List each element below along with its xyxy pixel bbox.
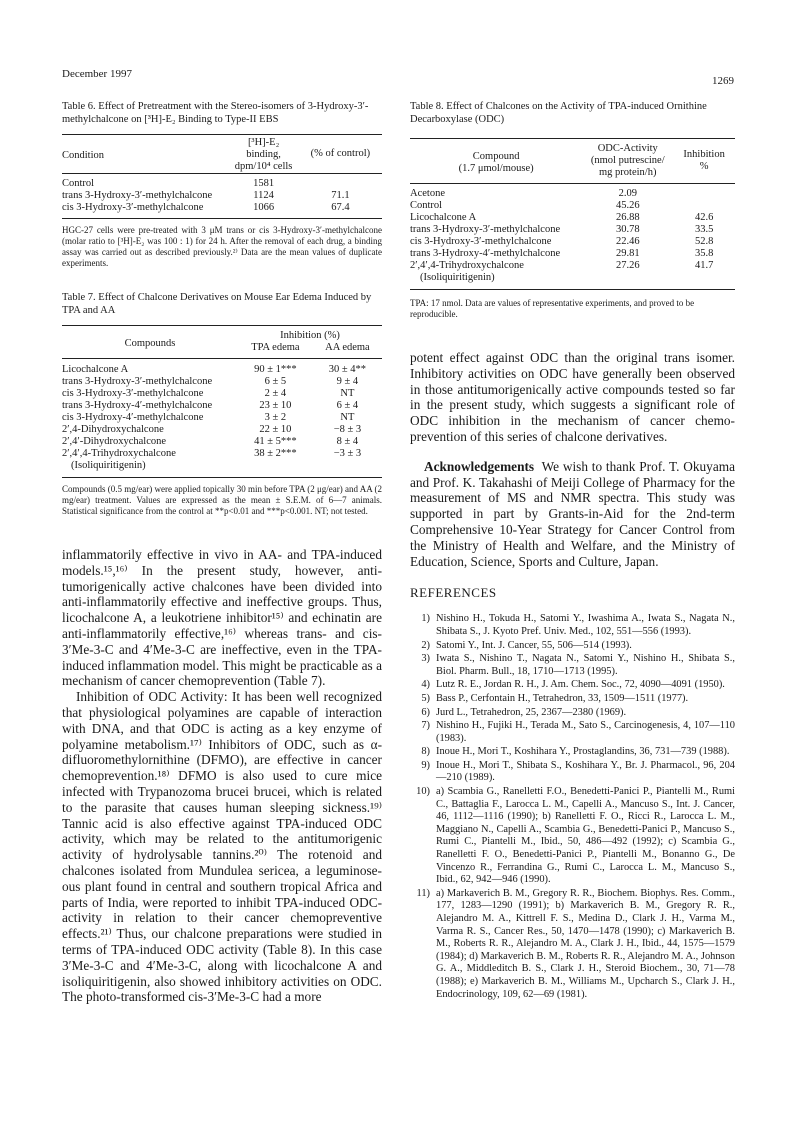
reference-text: Inoue H., Mori T., Koshihara Y., Prostaglandins, 36, 731—739 (1988). [436, 746, 730, 758]
t8-odc: 29.81 [615, 248, 640, 259]
t6-header-condition: Condition [62, 150, 105, 161]
reference-item [410, 679, 735, 692]
t6-pct: 67.4 [331, 202, 350, 213]
t7-tpa: 23 ± 10 [259, 400, 292, 411]
reference-item [410, 693, 735, 706]
table-8 [410, 100, 735, 320]
reference-text: Satomi Y., Int. J. Cancer, 55, 506—514 (1993). [436, 639, 632, 651]
left-paragraph-1: inflammatorily effective in vivo in AA- and TPA-induced models.¹⁵,¹⁶⁾ In the present study, however, anti-tumorigenically active chalcones have been divided into anti-inflammatorily effective and ineffective groups. Thus, licochalcone A, a leukotriene inhibitor¹⁵⁾ and echinatin are anti-inflammatorily effective,¹⁶⁾ whereas trans- and cis-3′Me-3-C and 4′Me-3-C are ineffective, even in the TPA-induced inflammation model. This might be practicable as a mechanism of cancer chemoprevention (Table 7). [62, 547, 382, 689]
t8-odc: 27.26 [615, 260, 640, 271]
table-7 [62, 291, 382, 517]
acknowledgements [410, 459, 735, 570]
t8-header-odc [582, 139, 673, 184]
t7-tpa: 3 ± 2 [264, 412, 287, 423]
t6-header-binding-line2: binding, [246, 149, 281, 160]
t6-condition: trans 3-Hydroxy-3′-methylchalcone [62, 190, 213, 201]
left-body [62, 547, 382, 1005]
table-6 [62, 100, 382, 269]
table-7-footnote: Compounds (0.5 mg/ear) were applied topically 30 min before TPA (2 μg/ear) and AA (2 mg/ear) treatment. Values are expressed as the mean ± S.E.M. of 6—7 animals. Statistical significance from the control at **p<0.01 and ***p<0.001. NT; not tested. [62, 484, 383, 516]
t8-inh [673, 200, 735, 212]
reference-text: Jurd L., Tetrahedron, 25, 2367—2380 (1969). [436, 706, 627, 718]
left-column [62, 100, 382, 1005]
t7-aa: 6 ± 4 [336, 400, 359, 411]
t7-tpa: 38 ± 2*** [254, 448, 297, 459]
reference-item [410, 653, 735, 678]
t8-odc: 22.46 [615, 236, 640, 247]
t8-header-inhibition [673, 139, 735, 184]
t8-compound: (Isoliquiritigenin) [420, 272, 495, 283]
table-6-footnote: HGC-27 cells were pre-treated with 3 μM trans or cis 3-Hydroxy-3′-methylchalcone (molar ratio to [³H]-E₂ was 100 : 1) for 24 h. After the removal of each drug, a binding assay was carried out as described previously.²⁾ Data are the mean values of duplicate experiments. [62, 225, 382, 268]
t8-compound: trans 3-Hydroxy-3′-methylchalcone [410, 224, 561, 235]
right-paragraph-1: potent effect against ODC than the original trans isomer. Inhibitory activities on ODC have generally been observed in those antitumorigenically active compounds tested so far in the present study, which suggests a significant role of ODC inhibition in the mechanism of cancer chemo-prevention of this series of chalcone derivatives. [410, 350, 735, 444]
reference-text: Iwata S., Nishino T., Nagata N., Satomi Y., Nishino H., Shibata S., Biol. Pharm. Bull., 18, 1710—1713 (1995). [436, 653, 735, 677]
reference-item [410, 760, 735, 785]
reference-number: 7) [421, 720, 430, 732]
right-column [410, 100, 735, 1002]
t7-aa: 30 ± 4** [328, 364, 367, 375]
t7-compound: (Isoliquiritigenin) [71, 460, 146, 471]
running-header-date: December 1997 [62, 68, 132, 80]
t7-tpa: 41 ± 5*** [254, 436, 297, 447]
reference-number: 10) [416, 786, 430, 798]
references-list [410, 613, 735, 1001]
t7-aa: 9 ± 4 [336, 376, 359, 387]
t7-tpa: 90 ± 1*** [254, 364, 297, 375]
table-8-grid [410, 138, 735, 290]
t7-aa: 8 ± 4 [336, 436, 359, 447]
acknowledgements-title: Acknowledgements [424, 458, 535, 474]
t7-compound: cis 3-Hydroxy-4′-methylchalcone [62, 412, 204, 423]
t7-compound: 2′,4-Dihydroxychalcone [62, 424, 164, 435]
reference-item [410, 640, 735, 653]
t8-compound: Licochalcone A [410, 212, 477, 223]
right-body [410, 350, 735, 569]
t6-condition: cis 3-Hydroxy-3′-methylchalcone [62, 202, 204, 213]
t7-tpa: 2 ± 4 [264, 388, 287, 399]
left-paragraph-2: Inhibition of ODC Activity: It has been well recognized that physiological polyamines are capable of interaction with DNA, and that ODC is acting as a key enzyme of polyamine metabolism.¹⁷⁾ Inhibitors of ODC, such as α-difluoromethylornithine (DFMO), are effective in cancer chemoprevention.¹⁸⁾ DFMO is also used to cure mice infected with Trypanozoma brucei brucei, which is related to the parasite that causes human sleeping sickness.¹⁹⁾ Tannic acid is also effective against TPA-induced ODC activity, which may be related to the antitumorigenic activity of hydrolysable tannins.²⁰⁾ The rotenoid and chalcones isolated from Mundulea sericea, a leguminose-ous plant found in central and southern tropical Africa and parts of India, were reported to inhibit TPA-induced ODC-activity in relation to their cancer chemopreventive effects.²¹⁾ Thus, our chalcone preparations were studied in terms of TPA-induced ODC activity (Table 8). In this case 3′Me-3-C and 4′Me-3-C, along with licochalcone A and isoliquiritigenin, also showed inhibitory activities on ODC. The photo-transformed cis-3′Me-3-C had a more [62, 689, 382, 1005]
reference-number: 9) [421, 759, 430, 771]
reference-text: Nishino H., Fujiki H., Terada M., Sato S., Carcinogenesis, 4, 107—110 (1983). [436, 720, 735, 744]
reference-item [410, 613, 735, 638]
reference-number: 5) [421, 692, 430, 704]
t7-compound: Licochalcone A [62, 364, 129, 375]
t8-header-compound-line1: Compound [472, 151, 520, 162]
t7-compound: trans 3-Hydroxy-4′-methylchalcone [62, 400, 213, 411]
page-number: 1269 [712, 75, 734, 87]
t8-inh: 52.8 [694, 236, 714, 247]
t8-odc: 45.26 [615, 200, 640, 211]
t8-inh: 33.5 [694, 224, 714, 235]
acknowledgements-text: We wish to thank Prof. T. Okuyama and Prof. K. Takahashi of Meiji College of Pharmacy for the measurement of MS and NMR spectra. This study was supported in part by Grants-in-Aid for the 2nd-term Comprehensive 10-Year Strategy for Cancer Control from the Ministry of Health and Welfare, and the Ministry of Education, Science, Sports and Culture, Japan. [410, 458, 735, 569]
reference-item [410, 707, 735, 720]
reference-item [410, 746, 735, 759]
t8-header-odc-line3: mg protein/h) [599, 167, 657, 178]
t8-inh: 35.8 [694, 248, 714, 259]
references-title: REFERENCES [410, 585, 497, 601]
reference-number: 3) [421, 653, 430, 665]
reference-text: Lutz R. E., Jordan R. H., J. Am. Chem. Soc., 72, 4090—4091 (1950). [436, 679, 725, 691]
reference-item [410, 786, 735, 887]
t6-binding: 1066 [253, 202, 275, 213]
table-8-footnote: TPA: 17 nmol. Data are values of representative experiments, and proved to be reproducible. [410, 298, 695, 319]
t8-odc: 2.09 [618, 188, 637, 199]
t7-aa: −8 ± 3 [333, 424, 362, 435]
reference-number: 6) [421, 706, 430, 718]
t6-binding: 1581 [253, 178, 275, 189]
t8-header-inh-line1: Inhibition [683, 149, 725, 160]
reference-text: a) Markaverich B. M., Gregory R. R., Biochem. Biophys. Res. Comm., 177, 1283—1290 (1991); b) Markaverich B. M., Gregory R. R., Alejandro M. A., Kittrell F. S., Medina D., Clark J. H., Varma M., Varma R. S., Cancer Res., 50, 1470—1478 (1990); c) Markaverich B. M., Roberts R. R., Alejandro M. A., Clark J. H., Ibid., 44, 1575—1579 (1984); d) Markaverich B. M., Roberts R. R., Alejandro M. A., Johnson G. A., Middleditch B. S., Clark J. H., Steroid Biochem., 30, 71—78 (1988); e) Markaverich B. M., Williams M., Upcharch S., Clark J. H., Endocrinology, 109, 62—69 (1981). [436, 887, 735, 1000]
t8-header-odc-line1: ODC-Activity [597, 143, 658, 154]
t8-inh: 42.6 [694, 212, 714, 223]
t8-header-odc-line2: (nmol putrescine/ [590, 155, 665, 166]
t6-pct: 71.1 [331, 190, 350, 201]
t6-header-binding [228, 135, 298, 174]
reference-number: 2) [421, 639, 430, 651]
table-6-grid [62, 134, 382, 219]
t6-condition: Control [62, 178, 95, 189]
t8-header-compound-line2: (1.7 μmol/mouse) [458, 163, 534, 174]
reference-item [410, 720, 735, 745]
t6-pct [299, 174, 382, 191]
reference-item [410, 888, 735, 1001]
table-7-grid [62, 325, 382, 478]
t8-header-compound [410, 139, 582, 184]
t6-header-pct: (% of control) [310, 148, 371, 159]
t7-aa: −3 ± 3 [333, 448, 362, 459]
table-6-caption: Table 6. Effect of Pretreatment with the Stereo-isomers of 3-Hydroxy-3′-methylchalcone on [³H]-E₂ Binding to Type-II EBS [62, 101, 369, 125]
t8-header-inh-line2: % [699, 161, 709, 172]
t8-inh: 41.7 [694, 260, 714, 271]
reference-number: 11) [416, 887, 430, 899]
table-7-caption: Table 7. Effect of Chalcone Derivatives on Mouse Ear Edema Induced by TPA and AA [62, 292, 372, 316]
t8-compound: cis 3-Hydroxy-3′-methylchalcone [410, 236, 552, 247]
t7-aa: NT [340, 412, 355, 423]
table-8-caption: Table 8. Effect of Chalcones on the Activity of TPA-induced Ornithine Decarboxylase (ODC) [410, 101, 707, 125]
t8-compound: 2′,4′,4-Trihydroxychalcone [410, 260, 524, 271]
t8-odc: 30.78 [615, 224, 640, 235]
t7-tpa: 22 ± 10 [259, 424, 292, 435]
t7-header-inhibition: Inhibition (%) [280, 330, 340, 341]
t7-compound: 2′,4′,4-Trihydroxychalcone [62, 448, 176, 459]
references-section [410, 585, 735, 1001]
t7-compound: 2′,4′-Dihydroxychalcone [62, 436, 167, 447]
t6-binding: 1124 [253, 190, 274, 201]
reference-text: Bass P., Cerfontain H., Tetrahedron, 33, 1509—1511 (1977). [436, 692, 689, 704]
t6-header-binding-line3: dpm/10⁴ cells [234, 161, 293, 172]
t7-header-compounds: Compounds [124, 338, 176, 349]
t7-header-tpa: TPA edema [251, 342, 300, 353]
t8-compound: trans 3-Hydroxy-4′-methylchalcone [410, 248, 561, 259]
t7-compound: trans 3-Hydroxy-3′-methylchalcone [62, 376, 213, 387]
reference-text: Inoue H., Mori T., Shibata S., Koshihara Y., Br. J. Pharmacol., 96, 204—210 (1989). [436, 759, 735, 784]
t7-compound: cis 3-Hydroxy-3′-methylchalcone [62, 388, 204, 399]
reference-text: Nishino H., Tokuda H., Satomi Y., Iwashima A., Iwata S., Nagata N., Shibata S., J. Kyoto Pref. Univ. Med., 102, 551—556 (1993). [436, 613, 735, 637]
t8-inh [673, 184, 735, 201]
reference-number: 8) [421, 746, 430, 758]
t6-header-binding-line1: [³H]-E₂ [247, 137, 280, 148]
t7-aa: NT [340, 388, 355, 399]
reference-text: a) Scambia G., Ranelletti F.O., Benedetti-Panici P., Piantelli M., Rumi C., Battaglia F., Larocca L. M., Capelli A., Mancuso S., Int. J. Cancer, 46, 1112—1116 (1990); b) Ranelletti F. O., Ricci R., Larocca L. M., Maggiano N., Capelli A., Scambia G., Benedetti-Panici P., Mancuso S., Rumi C., Piantelli M., Ibid., 50, 486—492 (1992); c) Scambia G., Ranelletti F. O., Benedetti-Panici P., Piantelli M., Bonanno G., De Vincenzo R., Ferrandina G., Rumi C., Larocca L. M., Mancuso S., Ibid., 62, 942—946 (1990). [436, 786, 735, 886]
t8-odc: 26.88 [615, 212, 640, 223]
reference-number: 4) [421, 679, 430, 691]
t8-compound: Control [410, 200, 443, 211]
reference-number: 1) [421, 613, 430, 625]
t7-tpa: 6 ± 5 [264, 376, 287, 387]
t8-compound: Acetone [410, 188, 445, 199]
t7-header-aa: AA edema [325, 342, 370, 353]
